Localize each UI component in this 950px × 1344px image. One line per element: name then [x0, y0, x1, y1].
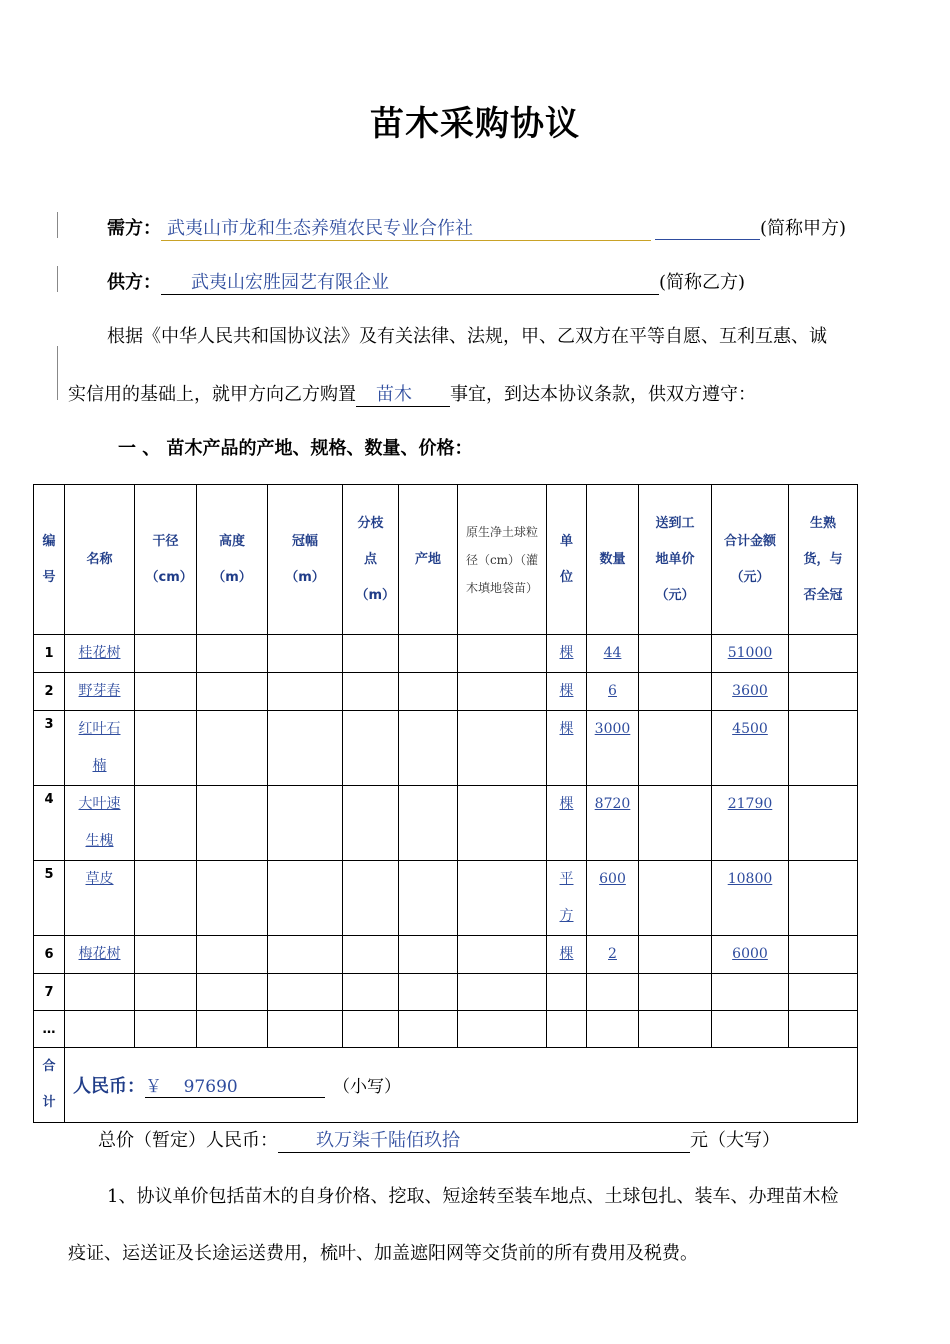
margin-marker — [57, 266, 58, 292]
header-no: 编号 — [42, 533, 56, 585]
sum-note: （小写） — [333, 1077, 401, 1097]
buyer-line — [107, 214, 846, 241]
total-price-line: 总价（暂定）人民币： 玖万柒千陆佰玖拾 元（大写） — [98, 1126, 780, 1153]
intro-item: 苗木 — [376, 384, 412, 405]
header-soil: 原生净土球粒径（cm）（灌木填地袋苗） — [465, 524, 539, 595]
header-total: 合计金额（元） — [723, 533, 776, 585]
table-header-row — [34, 485, 858, 635]
document-title: 苗木采购协议 — [370, 104, 580, 144]
seller-label: 供方： — [107, 272, 161, 293]
table-row: 7 — [34, 974, 858, 1011]
product-table — [33, 484, 858, 1123]
total-price-value: 玖万柒千陆佰玖拾 — [316, 1130, 460, 1151]
table-row: 4 大叶速生槐 棵 8720 21790 — [34, 786, 858, 861]
table-sum-row — [34, 1048, 858, 1123]
clause1-line1: 1、协议单价包括苗木的自身价格、挖取、短途转至装车地点、土球包扎、装车、办理苗木检 — [107, 1186, 839, 1207]
seller-suffix: (简称乙方) — [659, 272, 746, 293]
header-crown: 冠幅（m） — [285, 533, 325, 585]
seller-line — [107, 268, 745, 295]
header-branch: 分枝点（m） — [355, 515, 396, 603]
buyer-label: 需方： — [107, 218, 161, 239]
table-row: 6 梅花树 棵 2 6000 — [34, 936, 858, 974]
buyer-name: 武夷山市龙和生态养殖农民专业合作社 — [167, 218, 473, 239]
table-row: 1 桂花树 棵 44 51000 — [34, 635, 858, 673]
header-diameter: 干径（cm） — [145, 533, 193, 585]
sum-value: ￥ 97690 — [145, 1077, 238, 1097]
header-cond: 生熟货，与否全冠 — [803, 515, 843, 603]
sum-label: 合计 — [42, 1059, 56, 1110]
table-row: 2 野芽春 棵 6 3600 — [34, 673, 858, 711]
section1-heading: 一 、 苗木产品的产地、规格、数量、价格： — [118, 438, 473, 459]
seller-name: 武夷山宏胜园艺有限企业 — [191, 272, 389, 293]
table-row: 5 草皮 平方 600 10800 — [34, 861, 858, 936]
buyer-suffix: (简称甲方) — [760, 218, 847, 239]
header-unit: 单位 — [559, 533, 573, 585]
header-name: 名称 — [86, 551, 113, 567]
intro-line2: 实信用的基础上，就甲方向乙方购置 苗木 事宜，到达本协议条款，供双方遵守： — [68, 380, 756, 407]
table-row: … — [34, 1011, 858, 1048]
intro-line1: 根据《中华人民共和国协议法》及有关法律、法规，甲、乙双方在平等自愿、互利互惠、诚 — [107, 326, 827, 347]
margin-marker — [57, 346, 58, 400]
margin-marker — [57, 212, 58, 238]
sum-rmb-label: 人民币： — [73, 1076, 145, 1097]
header-origin: 产地 — [414, 551, 441, 567]
clause1-line2: 疫证、运送证及长途运送费用，梳叶、加盖遮阳网等交货前的所有费用及税费。 — [68, 1243, 698, 1264]
header-price: 送到工地单价（元） — [655, 515, 695, 603]
table-row: 3 红叶石楠 棵 3000 4500 — [34, 711, 858, 786]
header-height: 高度（m） — [212, 533, 252, 585]
header-qty: 数量 — [599, 551, 626, 567]
